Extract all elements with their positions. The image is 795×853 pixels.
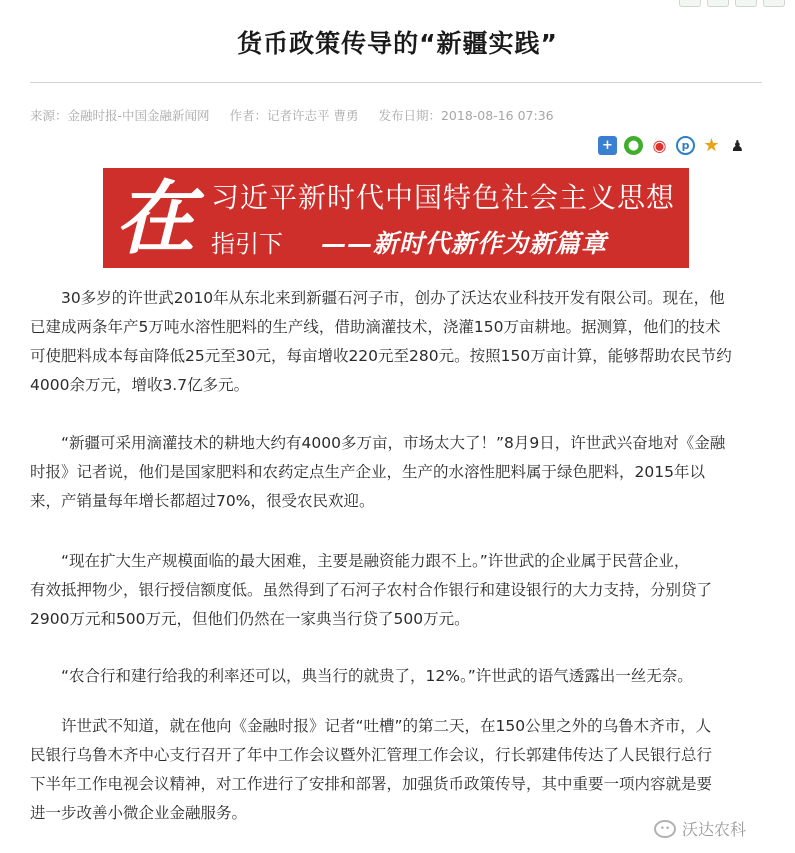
account-watermark — [654, 817, 746, 840]
paragraph-line: “农合行和建行给我的利率还可以，典当行的就贵了，12%。”许世武的语气透露出一丝无奈。 — [61, 667, 693, 685]
paragraph-line: 4000余万元，增收3.7亿多元。 — [30, 376, 250, 394]
banner-line1: 习近平新时代中国特色社会主义思想 — [211, 181, 676, 214]
paragraph-line: 可使肥料成本每亩降低25元至30元，每亩增收220元至280元。按照150万亩计算，能够帮助农民节约 — [30, 347, 732, 365]
paragraph-5 — [30, 712, 770, 828]
article-meta — [30, 106, 570, 124]
toolbar-tab[interactable] — [707, 0, 729, 7]
article-title: 货币政策传导的“新疆实践” — [237, 29, 558, 58]
toolbar-tab[interactable] — [735, 0, 757, 7]
paragraph-line: “现在扩大生产规模面临的最大困难，主要是融资能力跟不上。”许世武的企业属于民营企业， — [61, 552, 690, 570]
meta-date: 发布日期：2018-08-16 07:36 — [378, 108, 554, 123]
meta-author: 作者：记者许志平 曹勇 — [229, 108, 359, 123]
paragraph-line: 30多岁的许世武2010年从东北来到新疆石河子市，创办了沃达农业科技开发有限公司。现在，他 — [61, 289, 725, 307]
paragraph-2 — [30, 429, 770, 516]
watermark-text: 沃达农科 — [682, 820, 747, 839]
paragraph-line: 2900万元和500万元，但他们仍然在一家典当行贷了500万元。 — [30, 610, 470, 628]
theme-banner — [103, 168, 689, 268]
plus-icon[interactable]: + — [598, 136, 617, 155]
paragraph-line: 下半年工作电视会议精神，对工作进行了安排和部署，加强货币政策传导，其中重要一项内容就是要 — [30, 775, 713, 793]
pinterest-icon[interactable]: p — [676, 136, 695, 155]
paragraph-line: 许世武不知道，就在他向《金融时报》记者“吐槽”的第二天，在150公里之外的乌鲁木齐市，人 — [61, 717, 712, 735]
banner-big-char: 在 — [115, 171, 195, 265]
paragraph-line: 民银行乌鲁木齐中心支行召开了年中工作会议暨外汇管理工作会议，行长郭建伟传达了人民银行总行 — [30, 746, 713, 764]
top-toolbar-tabs — [679, 0, 785, 8]
banner-slogan: ——新时代新作为新篇章 — [321, 229, 608, 258]
qq-icon[interactable]: ♟ — [730, 136, 745, 155]
paragraph-line: 时报》记者说，他们是国家肥料和农药定点生产企业，生产的水溶性肥料属于绿色肥料，2015年以 — [30, 463, 705, 481]
title-divider — [30, 82, 762, 83]
paragraph-line: 进一步改善小微企业金融服务。 — [30, 804, 248, 822]
meta-source: 来源：金融时报-中国金融新闻网 — [30, 108, 210, 123]
toolbar-tab[interactable] — [679, 0, 701, 7]
paragraph-line: 已建成两条年产5万吨水溶性肥料的生产线，借助滴灌技术，浇灌150万亩耕地。据测算，他们的技术 — [30, 318, 721, 336]
paragraph-line: 有效抵押物少，银行授信额度低。虽然得到了石河子农村合作银行和建设银行的大力支持，分别贷了 — [30, 581, 713, 599]
weibo-icon[interactable]: ◉ — [652, 136, 667, 155]
paragraph-4 — [30, 662, 770, 691]
wechat-logo-icon: •• — [654, 820, 676, 838]
toolbar-tab[interactable] — [763, 0, 785, 7]
paragraph-3 — [30, 547, 770, 634]
banner-line2: 指引下 — [211, 230, 283, 258]
paragraph-line: “新疆可采用滴灌技术的耕地大约有4000多万亩，市场太大了！”8月9日，许世武兴奋地对《金融 — [61, 434, 726, 452]
favorite-star-icon[interactable]: ★ — [703, 135, 720, 156]
share-bar — [598, 136, 747, 155]
paragraph-line: 来，产销量每年增长都超过70%，很受农民欢迎。 — [30, 492, 375, 510]
paragraph-1 — [30, 284, 770, 400]
wechat-icon[interactable]: ● — [624, 136, 643, 155]
